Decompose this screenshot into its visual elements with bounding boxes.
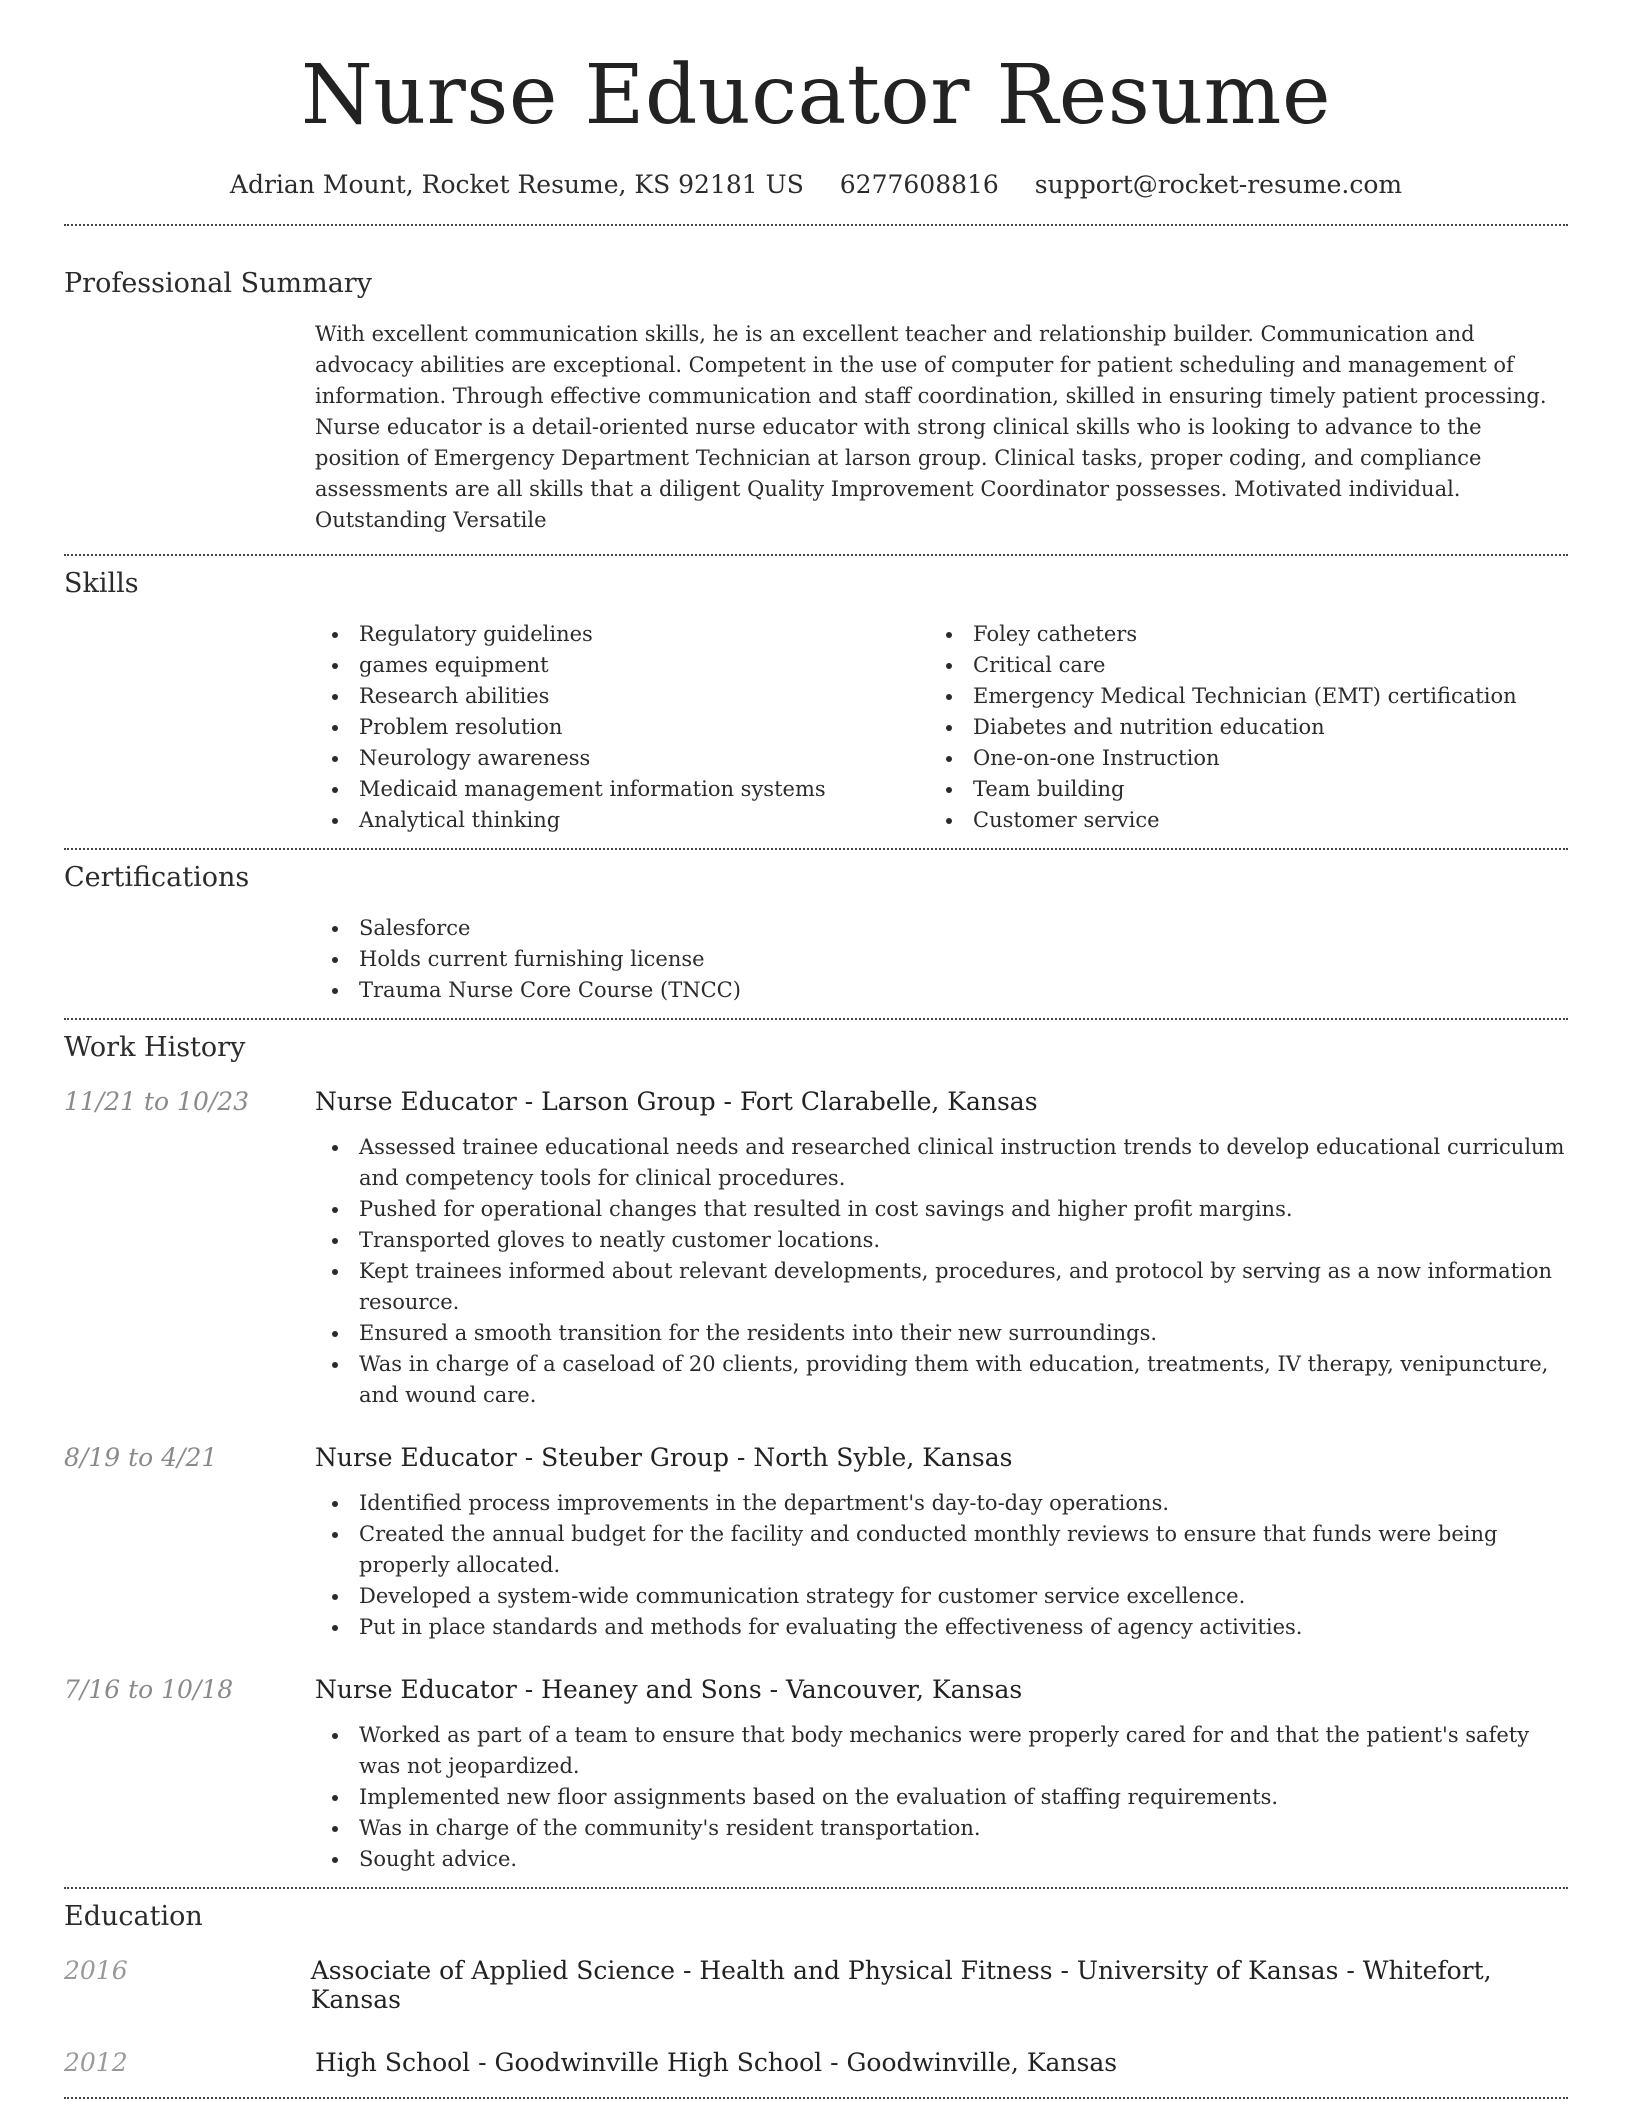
job-header — [64, 1087, 1568, 1116]
skill-item: Critical care — [929, 650, 1568, 681]
skill-item: Customer service — [929, 805, 1568, 836]
duty-item: Put in place standards and methods for evaluating the effectiveness of agency activities. — [315, 1612, 1568, 1643]
certifications-heading: Certifications — [64, 862, 250, 893]
divider — [64, 554, 1568, 556]
job-header — [64, 1443, 1568, 1472]
duty-item: Assessed trainee educational needs and researched clinical instruction trends to develop educational curriculum and competency tools for clinical procedures. — [315, 1132, 1568, 1194]
job-entry — [64, 1087, 1568, 1411]
education-heading: Education — [64, 1901, 203, 1932]
duty-item: Developed a system-wide communication strategy for customer service excellence. — [315, 1581, 1568, 1612]
certification-item: Holds current furnishing license — [315, 944, 1568, 975]
duty-item: Was in charge of the community's resident transportation. — [315, 1813, 1568, 1844]
skill-item: Foley catheters — [929, 619, 1568, 650]
summary-text: With excellent communication skills, he is an excellent teacher and relationship builder. Communication and advocacy abilities are exceptional. Competent in the use of computer for patient scheduling and management of information. Through effective communication and staff coordination, skilled in ensuring timely patient processing. Nurse educator is a detail-oriented nurse educator with strong clinical skills who is looking to advance to the position of Emergency Department Technician at larson group. Clinical tasks, proper coding, and compliance assessments are all skills that a diligent Quality Improvement Coordinator possesses. Motivated individual. Outstanding Versatile — [315, 322, 1547, 532]
certifications-list — [315, 913, 1568, 1006]
skill-item: Medicaid management information systems — [315, 774, 929, 805]
job-header — [64, 1675, 1568, 1704]
duty-item: Pushed for operational changes that resulted in cost savings and higher profit margins. — [315, 1194, 1568, 1225]
skill-item: Analytical thinking — [315, 805, 929, 836]
certification-item: Salesforce — [315, 913, 1568, 944]
contact-email: support@rocket-resume.com — [1034, 170, 1403, 199]
duty-item: Worked as part of a team to ensure that body mechanics were properly cared for and that the patient's safety was not jeopardized. — [315, 1720, 1568, 1782]
certification-item: Trauma Nurse Core Course (TNCC) — [315, 975, 1568, 1006]
job-dates: 7/16 to 10/18 — [64, 1675, 234, 1704]
skill-item: Diabetes and nutrition education — [929, 712, 1568, 743]
work-heading: Work History — [64, 1032, 246, 1063]
job-duties — [315, 1132, 1568, 1411]
divider — [64, 1018, 1568, 1020]
duty-item: Identified process improvements in the department's day-to-day operations. — [315, 1488, 1568, 1519]
job-dates: 8/19 to 4/21 — [64, 1443, 218, 1472]
skill-item: Regulatory guidelines — [315, 619, 929, 650]
job-entry — [64, 1675, 1568, 1875]
job-entry — [64, 1443, 1568, 1643]
duty-item: Transported gloves to neatly customer locations. — [315, 1225, 1568, 1256]
job-dates: 11/21 to 10/23 — [64, 1087, 250, 1116]
education-entry — [64, 1956, 1568, 2014]
duty-item: Created the annual budget for the facility and conducted monthly reviews to ensure that funds were being properly allocated. — [315, 1519, 1568, 1581]
page-title: Nurse Educator Resume — [301, 48, 1331, 143]
skill-item: games equipment — [315, 650, 929, 681]
education-year: 2012 — [64, 2048, 128, 2077]
skill-item: Emergency Medical Technician (EMT) certification — [929, 681, 1568, 712]
skills-column-right — [929, 619, 1568, 836]
education-title: Associate of Applied Science - Health and Physical Fitness - University of Kansas - Whitefort, Kansas — [310, 1956, 1492, 2014]
education-year: 2016 — [64, 1956, 128, 1985]
summary-heading: Professional Summary — [64, 268, 372, 299]
divider — [64, 2097, 1568, 2099]
job-title: Nurse Educator - Larson Group - Fort Clarabelle, Kansas — [315, 1087, 1038, 1116]
contact-address: Adrian Mount, Rocket Resume, KS 92181 US — [229, 170, 804, 199]
job-duties — [315, 1720, 1568, 1875]
duty-item: Kept trainees informed about relevant developments, procedures, and protocol by serving as a now information resource. — [315, 1256, 1568, 1318]
contact-phone: 6277608816 — [839, 170, 999, 199]
skill-item: One-on-one Instruction — [929, 743, 1568, 774]
duty-item: Was in charge of a caseload of 20 clients, providing them with education, treatments, IV therapy, venipuncture, and wound care. — [315, 1349, 1568, 1411]
contact-line — [64, 150, 1568, 216]
job-title: Nurse Educator - Heaney and Sons - Vancouver, Kansas — [315, 1675, 1023, 1704]
skill-item: Problem resolution — [315, 712, 929, 743]
education-entry — [64, 2048, 1568, 2077]
skills-list — [315, 619, 1568, 836]
divider — [64, 1887, 1568, 1889]
skill-item: Research abilities — [315, 681, 929, 712]
divider — [64, 848, 1568, 850]
education-title: High School - Goodwinville High School - Goodwinville, Kansas — [315, 2048, 1118, 2077]
skills-heading: Skills — [64, 568, 139, 599]
skill-item: Neurology awareness — [315, 743, 929, 774]
duty-item: Sought advice. — [315, 1844, 1568, 1875]
skill-item: Team building — [929, 774, 1568, 805]
job-duties — [315, 1488, 1568, 1643]
job-title: Nurse Educator - Steuber Group - North Syble, Kansas — [315, 1443, 1013, 1472]
skills-column-left — [315, 619, 929, 836]
duty-item: Implemented new floor assignments based on the evaluation of staffing requirements. — [315, 1782, 1568, 1813]
duty-item: Ensured a smooth transition for the residents into their new surroundings. — [315, 1318, 1568, 1349]
divider — [64, 224, 1568, 226]
